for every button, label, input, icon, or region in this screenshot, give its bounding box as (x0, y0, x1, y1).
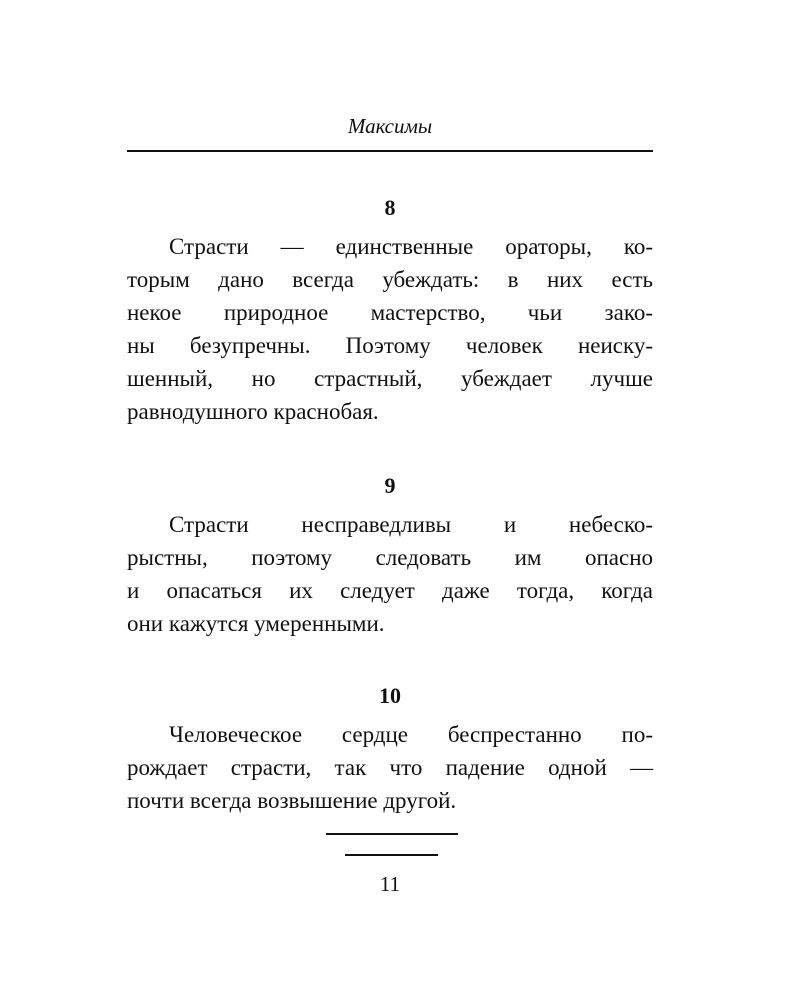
text-line: ны безупречны. Поэтому человек неиску- (127, 333, 653, 358)
text-line: почти всегда возвышение другой. (127, 788, 457, 813)
maxim-number: 9 (384, 473, 396, 498)
text-line: Страсти несправедливы и небеско- (169, 512, 653, 537)
maxim-text (127, 508, 653, 640)
text-line: равнодушного краснобая. (127, 399, 379, 424)
text-line: шенный, но страстный, убеждает лучше (127, 366, 653, 391)
text-line: некое природное мастерство, чьи зако- (127, 300, 653, 325)
maxim-text (127, 718, 653, 817)
maxim-number: 8 (384, 195, 396, 220)
footer-rule (326, 833, 458, 835)
text-line: рыстны, поэтому следовать им опасно (127, 545, 653, 570)
text-line: рождает страсти, так что падение одной — (127, 755, 653, 780)
maxim-9 (127, 472, 653, 640)
text-line: и опасаться их следует даже тогда, когда (127, 578, 653, 603)
text-line: они кажутся умеренными. (127, 611, 385, 636)
maxim-10 (127, 682, 653, 817)
running-head: Максимы (347, 114, 433, 138)
text-line: Страсти — единственные ораторы, ко- (169, 234, 653, 259)
maxim-number: 10 (379, 683, 401, 708)
page-number: 11 (379, 872, 401, 896)
text-line: торым дано всегда убеждать: в них есть (127, 267, 653, 292)
page-body (127, 112, 653, 817)
footer-rule (345, 854, 438, 856)
header-rule (127, 150, 653, 152)
maxim-8 (127, 194, 653, 428)
maxim-text (127, 230, 653, 428)
text-line: Человеческое сердце беспрестанно по- (169, 722, 653, 747)
